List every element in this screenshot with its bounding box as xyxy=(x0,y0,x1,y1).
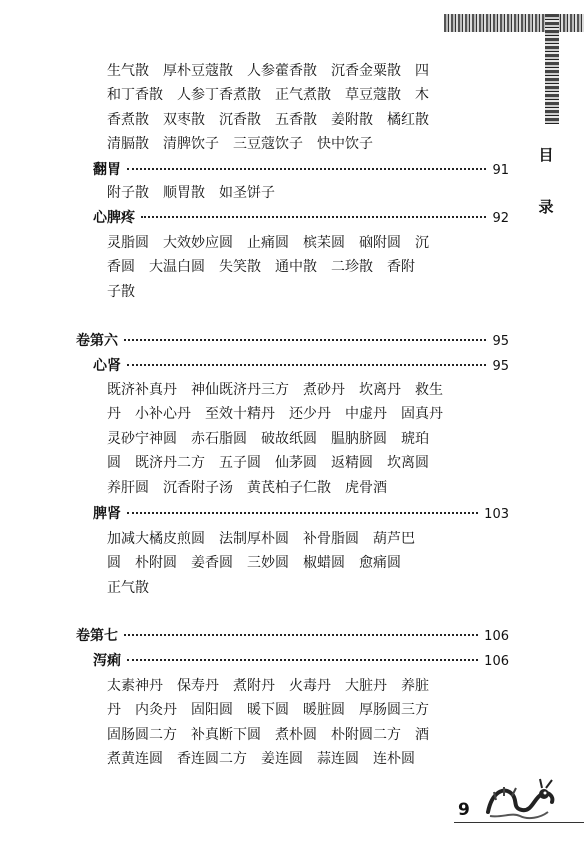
side-tab-contents xyxy=(533,128,559,233)
toc-items-fanwei xyxy=(107,181,479,205)
toc-entry-page: 91 xyxy=(492,163,509,178)
leader-dots xyxy=(124,339,486,341)
text-line: 圆 既济丹二方 五子圆 仙茅圆 返精圆 坎离圆 xyxy=(107,455,429,472)
toc-items-wei-section xyxy=(107,59,479,157)
text-line: 丹 小补心丹 至效十精丹 还少丹 中虚丹 固真丹 xyxy=(107,406,443,423)
leader-dots xyxy=(124,634,478,636)
text-line: 香煮散 双枣散 沉香散 五香散 姜附散 橘红散 xyxy=(107,111,429,128)
toc-entry-page: 106 xyxy=(484,629,509,644)
text-line: 附子散 顺胃散 如圣饼子 xyxy=(107,185,275,201)
toc-entry-juan6[interactable] xyxy=(76,331,509,352)
leader-dots xyxy=(127,512,478,514)
text-line: 香圆 大温白圆 失笑散 通中散 二珍散 香附 xyxy=(107,259,415,276)
toc-items-xinshen xyxy=(107,378,479,500)
toc-items-xinpiteng xyxy=(107,231,479,304)
toc-entry-page: 106 xyxy=(484,654,509,669)
toc-entry-fanwei[interactable] xyxy=(93,160,509,181)
text-line: 生气散 厚朴豆蔻散 人参藿香散 沉香金粟散 四 xyxy=(107,63,429,79)
text-line: 养肝圆 沉香附子汤 黄芪柏子仁散 虎骨酒 xyxy=(107,479,387,496)
toc-items-pishen xyxy=(107,527,479,600)
toc-entry-page: 95 xyxy=(492,359,509,374)
toc-entry-label: 卷第七 xyxy=(76,628,118,644)
footer-rule xyxy=(454,822,584,823)
leader-dots xyxy=(127,168,486,170)
dragon-ornament-icon xyxy=(482,772,558,822)
text-line: 子散 xyxy=(107,283,135,300)
text-line: 煮黄连圆 香连圆二方 姜连圆 蒜连圆 连朴圆 xyxy=(107,751,415,768)
toc-entry-label: 卷第六 xyxy=(76,333,118,349)
toc-entry-pishen[interactable] xyxy=(93,504,509,525)
toc-entry-page: 92 xyxy=(492,211,509,226)
text-line: 灵脂圆 大效妙应圆 止痛圆 槟苿圆 硇附圆 沉 xyxy=(107,235,429,251)
toc-entry-xinpiteng[interactable] xyxy=(93,208,509,229)
side-tab-char-2: 录 xyxy=(538,198,554,217)
toc-entry-page: 103 xyxy=(484,507,509,522)
text-line: 加减大橘皮煎圆 法制厚朴圆 补骨脂圆 葫芦巴 xyxy=(107,531,415,547)
leader-dots xyxy=(127,364,486,366)
text-line: 圆 朴附圆 姜香圆 三妙圆 椒蜡圆 愈痛圆 xyxy=(107,555,401,572)
toc-items-xieli xyxy=(107,674,479,772)
text-line: 灵砂宁神圆 赤石脂圆 破故纸圆 腽肭脐圆 琥珀 xyxy=(107,430,429,447)
text-line: 太素神丹 保寿丹 煮附丹 火毒丹 大脏丹 养脏 xyxy=(107,678,429,694)
toc-entry-page: 95 xyxy=(492,334,509,349)
toc-entry-label: 心脾疼 xyxy=(93,210,135,226)
text-line: 正气散 xyxy=(107,579,149,596)
text-line: 固肠圆二方 补真断下圆 煮朴圆 朴附圆二方 酒 xyxy=(107,726,429,743)
toc-entry-label: 心肾 xyxy=(93,358,121,374)
corner-decoration-edge xyxy=(545,14,559,124)
toc-entry-xinshen[interactable] xyxy=(93,356,509,377)
text-line: 和丁香散 人参丁香煮散 正气煮散 草豆蔻散 木 xyxy=(107,87,429,104)
toc-entry-label: 脾肾 xyxy=(93,506,121,522)
text-line: 丹 内灸丹 固阳圆 暖下圆 暖脏圆 厚肠圆三方 xyxy=(107,702,429,719)
leader-dots xyxy=(127,659,478,661)
toc-entry-juan7[interactable] xyxy=(76,626,509,647)
corner-decoration xyxy=(444,14,584,32)
text-line: 清膈散 清脾饮子 三豆蔻饮子 快中饮子 xyxy=(107,136,373,153)
toc-entry-label: 翻胃 xyxy=(93,162,121,178)
toc-entry-label: 泻痢 xyxy=(93,653,121,669)
leader-dots xyxy=(141,216,486,218)
page-number: 9 xyxy=(458,800,470,820)
text-line: 既济补真丹 神仙既济丹三方 煮砂丹 坎离丹 救生 xyxy=(107,382,443,398)
side-tab-char-1: 目 xyxy=(538,145,554,164)
toc-entry-xieli[interactable] xyxy=(93,651,509,672)
